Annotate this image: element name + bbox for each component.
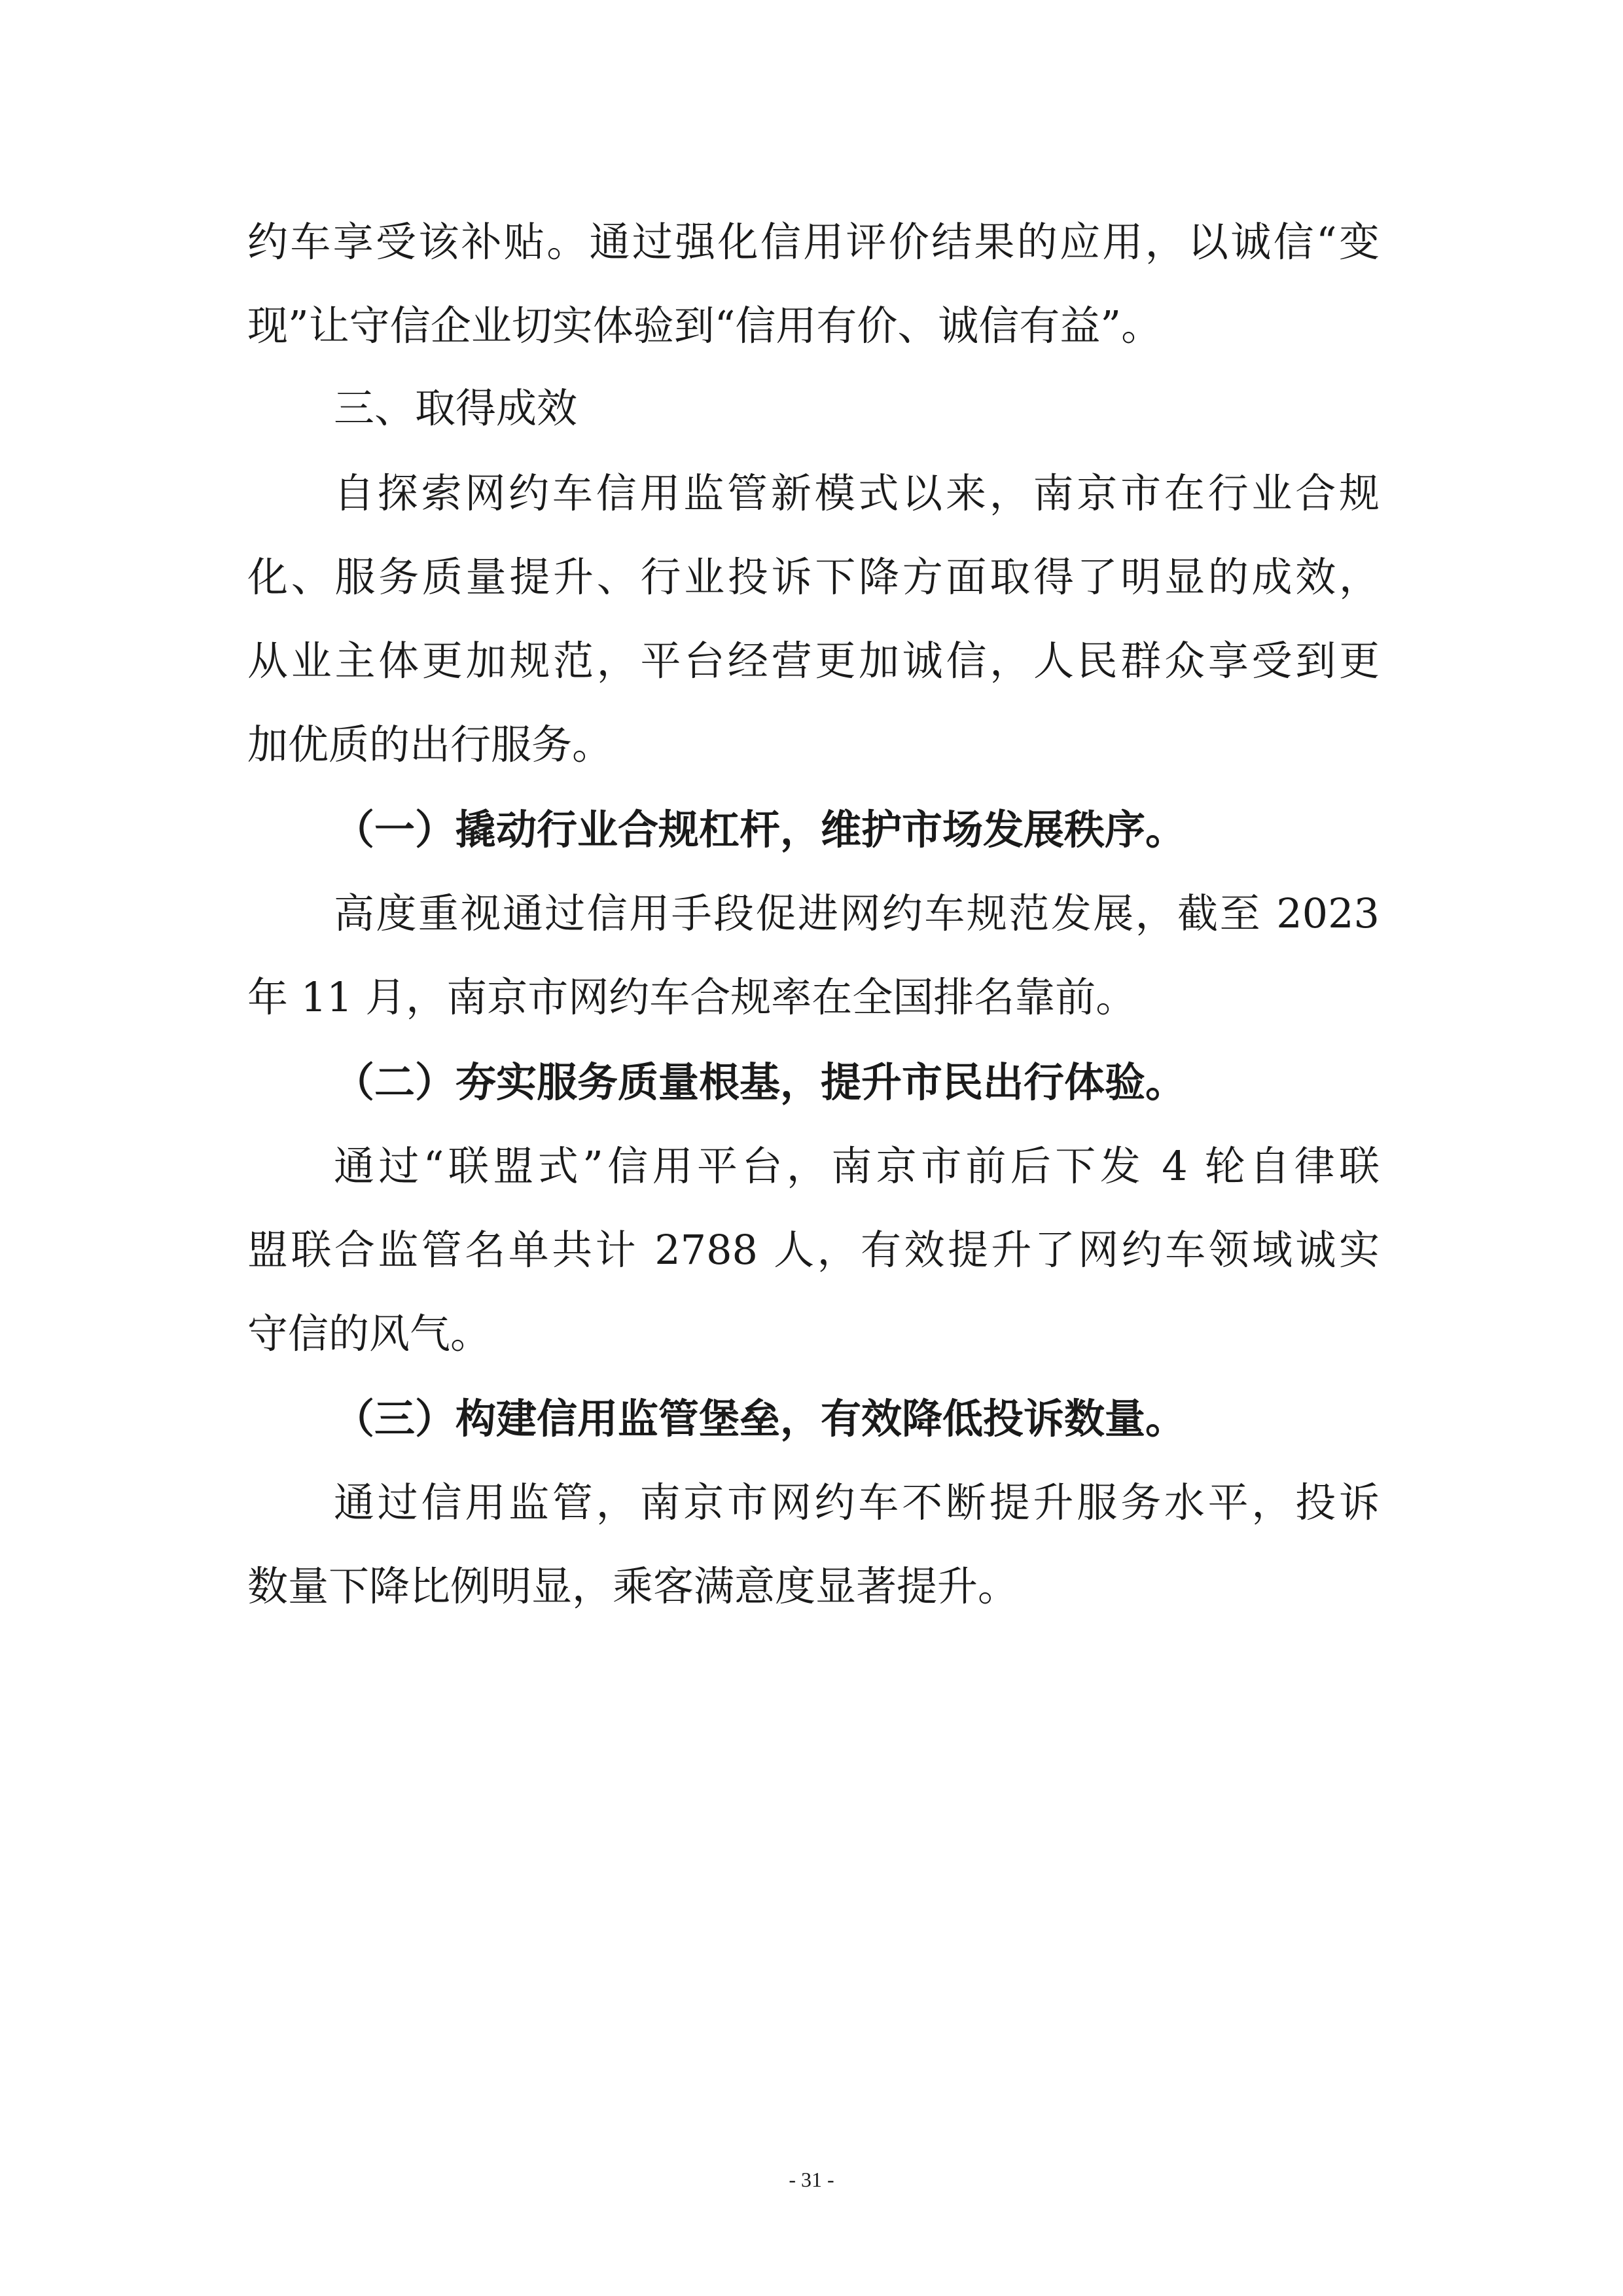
section-heading: 三、取得成效 (334, 384, 578, 432)
body-text-line: 通过“联盟式”信用平台，南京市前后下发 4 轮自律联 (334, 1142, 1380, 1190)
body-text-line: 自探索网约车信用监管新模式以来，南京市在行业合规 (334, 469, 1380, 517)
body-text-line: 约车享受该补贴。通过强化信用评价结果的应用，以诚信“变 (247, 218, 1380, 266)
body-text-line: 加优质的出行服务。 (247, 721, 613, 768)
body-text-line: 化、服务质量提升、行业投诉下降方面取得了明显的成效， (247, 553, 1380, 601)
body-text-line: 年 11 月，南京市网约车合规率在全国排名靠前。 (247, 973, 1137, 1021)
body-text-line: 从业主体更加规范，平台经营更加诚信，人民群众享受到更 (247, 637, 1380, 685)
subsection-heading: （三）构建信用监管堡垒，有效降低投诉数量。 (334, 1395, 1186, 1443)
subsection-heading: （一）撬动行业合规杠杆，维护市场发展秩序。 (334, 806, 1186, 853)
page-number: - 31 - (789, 2168, 834, 2191)
body-text-line: 现”让守信企业切实体验到“信用有价、诚信有益”。 (247, 302, 1162, 350)
subsection-heading: （二）夯实服务质量根基，提升市民出行体验。 (334, 1058, 1186, 1106)
body-text-line: 盟联合监管名单共计 2788 人，有效提升了网约车领域诚实 (247, 1226, 1380, 1274)
body-text-line: 通过信用监管，南京市网约车不断提升服务水平，投诉 (334, 1479, 1380, 1526)
body-text-line: 高度重视通过信用手段促进网约车规范发展，截至 2023 (334, 889, 1380, 937)
body-text-line: 数量下降比例明显，乘客满意度显著提升。 (247, 1562, 1019, 1610)
body-text-line: 守信的风气。 (247, 1310, 491, 1357)
